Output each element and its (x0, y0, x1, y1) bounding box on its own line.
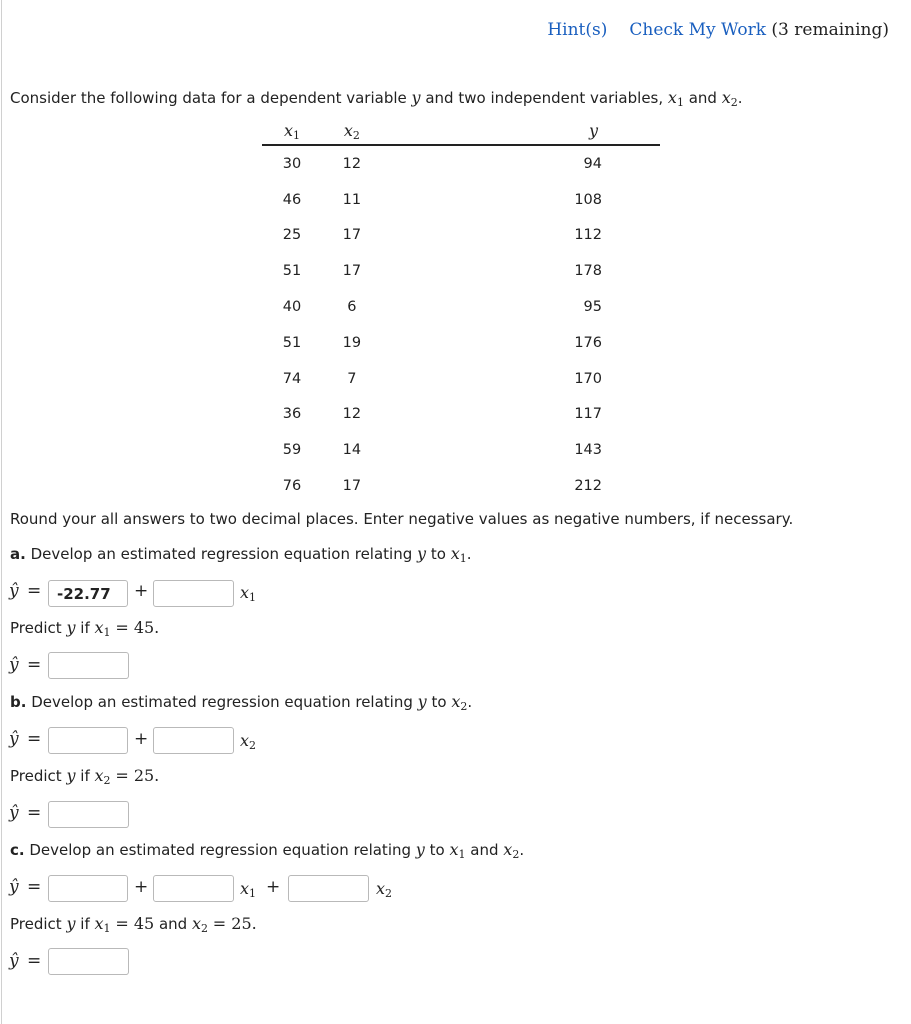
table-row (262, 325, 660, 361)
part-a-predict-yhat: ŷ (9, 655, 19, 675)
part-c-plus-1: + (134, 877, 149, 897)
cell-x1: 59 (282, 442, 302, 459)
cell-x2: 14 (342, 442, 362, 459)
cell-y: 108 (574, 191, 602, 208)
intro-and: and (688, 89, 717, 107)
table-row (262, 432, 660, 468)
hints-link[interactable]: Hint(s) (547, 20, 608, 40)
cell-y: 212 (574, 478, 602, 495)
cell-x1: 51 (282, 334, 302, 351)
cell-y: 170 (574, 370, 602, 387)
part-c-slope2-input[interactable] (288, 875, 369, 902)
part-c-equals: = (27, 877, 42, 897)
cell-x2: 17 (342, 227, 362, 244)
part-c-x2-term: $x_2$ (376, 879, 393, 900)
cell-x1: 51 (282, 263, 302, 280)
header-links (547, 20, 889, 40)
part-a-heading: a. Develop an estimated regression equation relating y to $x_1$. (10, 544, 472, 565)
part-b-equals: = (27, 729, 42, 749)
cell-x1: 74 (282, 370, 302, 387)
cell-x2: 17 (342, 478, 362, 495)
cell-y: 143 (574, 442, 602, 459)
cell-x2: 19 (342, 334, 362, 351)
table-row (262, 218, 660, 254)
cell-x1: 46 (282, 191, 302, 208)
cell-x2: 12 (342, 406, 362, 423)
header-y: y (382, 116, 660, 145)
part-b-x2-term: $x_2$ (240, 731, 257, 752)
cell-y: 95 (583, 299, 602, 316)
intro-prefix: Consider the following data for a dependent variable (10, 89, 407, 107)
part-a-intercept-input[interactable] (48, 580, 128, 607)
intro-y: y (411, 88, 421, 107)
cell-x1: 36 (282, 406, 302, 423)
cell-y: 176 (574, 334, 602, 351)
part-b-slope-input[interactable] (153, 727, 234, 754)
part-b-predict-equals: = (27, 803, 42, 823)
part-c-yhat: ŷ (9, 877, 19, 897)
left-border (1, 0, 2, 1024)
part-a-predict-input[interactable] (48, 652, 129, 679)
part-b-predict-text: Predict y if $x_2 = 25$. (10, 766, 160, 787)
part-c-predict-equals: = (27, 951, 42, 971)
part-c-predict-text: Predict y if $x_1 = 45$ and $x_2 = 25$. (10, 914, 257, 935)
cell-y: 112 (574, 227, 602, 244)
intro-x1: $x_1$ (667, 88, 684, 109)
cell-y: 117 (574, 406, 602, 423)
part-b-yhat: ŷ (9, 729, 19, 749)
cell-x2: 6 (347, 299, 357, 316)
intro-x2: $x_2$ (721, 88, 738, 109)
part-b-predict-input[interactable] (48, 801, 129, 828)
part-a-plus: + (134, 581, 149, 601)
cell-x1: 25 (282, 227, 302, 244)
table-row (262, 289, 660, 325)
header-x2: $x_2$ (322, 116, 382, 145)
check-my-work-link[interactable]: Check My Work (629, 20, 766, 40)
cell-y: 178 (574, 263, 602, 280)
cell-x1: 76 (282, 478, 302, 495)
part-c-predict-yhat: ŷ (9, 951, 19, 971)
part-a-equals: = (27, 581, 42, 601)
cell-x1: 30 (282, 155, 302, 172)
part-c-heading: c. Develop an estimated regression equation relating y to $x_1$ and $x_2$. (10, 840, 525, 861)
part-b-plus: + (134, 729, 149, 749)
cell-x2: 7 (347, 370, 357, 387)
part-a-predict-equals: = (27, 655, 42, 675)
remaining-attempts: (3 remaining) (771, 20, 889, 40)
part-a-yhat: ŷ (9, 581, 19, 601)
cell-x2: 11 (342, 191, 362, 208)
data-table (262, 116, 660, 504)
cell-x1: 40 (282, 299, 302, 316)
table-header-row (262, 116, 660, 145)
table-row (262, 397, 660, 433)
part-a-predict-text: Predict y if $x_1 = 45$. (10, 618, 160, 639)
instructions-text: Round your all answers to two decimal places. Enter negative values as negative numbers, if necessary. (10, 510, 794, 528)
cell-x2: 17 (342, 263, 362, 280)
cell-y: 94 (583, 155, 602, 172)
part-c-x1-term: $x_1$ (240, 879, 257, 900)
part-c-slope1-input[interactable] (153, 875, 234, 902)
part-c-predict-input[interactable] (48, 948, 129, 975)
table-row (262, 468, 660, 504)
part-b-intercept-input[interactable] (48, 727, 128, 754)
intro-middle: and two independent variables, (425, 89, 664, 107)
table-row (262, 182, 660, 218)
part-c-plus-2: + (266, 877, 281, 897)
intro-text: Consider the following data for a dependent variable y and two independent variables, $x_1$ and $x_2$. (10, 88, 743, 109)
part-b-heading: b. Develop an estimated regression equation relating y to $x_2$. (10, 692, 473, 713)
part-b-predict-yhat: ŷ (9, 803, 19, 823)
table-row (262, 145, 660, 182)
part-a-slope-input[interactable] (153, 580, 234, 607)
part-a-x1-term: $x_1$ (240, 583, 257, 604)
header-x1: $x_1$ (262, 116, 322, 145)
cell-x2: 12 (342, 155, 362, 172)
table-row (262, 253, 660, 289)
table-row (262, 361, 660, 397)
part-c-intercept-input[interactable] (48, 875, 128, 902)
